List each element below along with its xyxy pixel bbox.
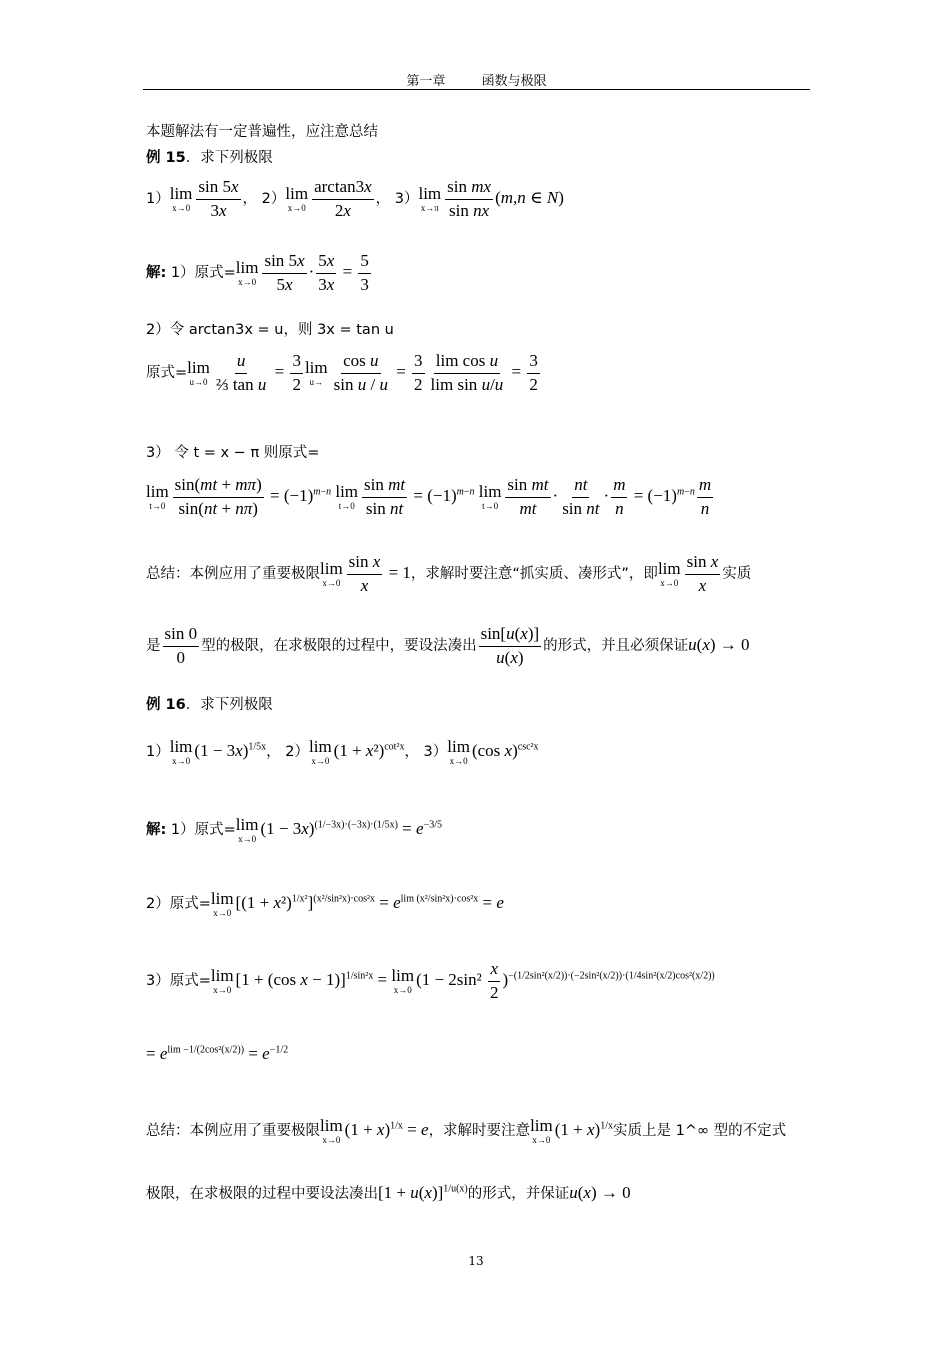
header-rule bbox=[143, 89, 810, 90]
summary-text: ，求解时要注意“抓实质、凑形式”，即 bbox=[410, 566, 658, 583]
example-16-problems: 1）lim x→0 $(1 - 3x)^{1/5x}$， 2）lim x→0 $(1 + x^2)^{cot^2x}$， 3）lim x→0 (cos x)$^{csc^2x}$ bbox=[146, 737, 539, 766]
summary-text: 总结：本例应用了重要极限 bbox=[146, 1122, 320, 1139]
example-15-heading bbox=[146, 146, 273, 167]
chapter-title: 函数与极限 bbox=[481, 74, 547, 89]
solution-16-2: 2）原式=lim x→0 $[(1 + x^2)^{1/x^2}]^{(x^2/sin^2x)\cdot cos^2x} = e^{lim (x^2/sin^2x)\cdot cos^2x} = e$ bbox=[146, 889, 504, 918]
summary-16-line2: 极限，在求极限的过程中要设法凑出$[1 + u(x)]^{1/u(x)}$的形式，并保证u(x) → 0 bbox=[146, 1183, 631, 1202]
summary-text: 的形式，并且必须保证 bbox=[543, 638, 689, 655]
solution-label: 解: bbox=[146, 265, 167, 282]
summary-text: 的形式，并保证 bbox=[467, 1186, 570, 1202]
example-15-problems: 1）lim x→0 $\frac{\sin 5x}{3x}$ ， 2）lim x→0 $\frac{\arctan 3x}{2x}$ ， 3）lim x→π $\frac{\text{sin mx}}{\text{sin nx}}$ (m,n ∈ N) bbox=[146, 177, 564, 220]
solution-15-3-intro: 3） 令 t = x − π 则原式= bbox=[146, 445, 320, 461]
summary-text: 实质 bbox=[722, 566, 752, 583]
summary-text: 是 bbox=[146, 638, 161, 655]
summary-15-line2: 是 $\frac{\sin 0}{0}$ 型的极限，在求极限的过程中，要设法凑出 $\frac{\sin[u(x)]}{u(x)}$ 的形式，并且必须保证u(x) → 0 bbox=[146, 624, 750, 667]
summary-text: 型的极限，在求极限的过程中，要设法凑出 bbox=[201, 638, 477, 655]
summary-16-line1: 总结：本例应用了重要极限lim x→0 $(1 + x)^{1/x} = e$，求解时要注意lim x→0 $(1 + x)^{1/x}$实质上是 1^∞ 型的不定式 bbox=[146, 1116, 787, 1145]
example-16-heading bbox=[146, 693, 273, 714]
page-number: 13 bbox=[468, 1254, 484, 1268]
page-header bbox=[143, 70, 810, 89]
solution-15-3: lim t→0 $\frac{\sin(mt + m\pi)}{\sin(nt + n\pi)}$ = $(-1)^{m-n}$ lim t→0 $\frac{\text{sin mt}}{\text{sin nt}}$ = $(-1)^{m-n}$ lim t→0 $\frac{\text{sin mt}}{mt}$ · $\frac{nt}{\text{sin nt}}$ · $\frac{m}{n}$ = $(-1)^{m-n}$ $\frac{m}{n}$ bbox=[146, 475, 712, 518]
solution-16-3-result: = $e^{lim -1/(2cos^2(x/2))} = e^{-1/2}$ bbox=[146, 1044, 289, 1063]
solution-16-3: 3）原式=lim x→0 [1 + (cos x − 1)]$^{1/sin^2x}$ = lim x→0 (1 − 2sin² $\frac{x}{2}$ )$^{-(1/2sin^2(x/2))\cdot(-2sin^2(x/2))\cdot(1/4sin^2(x/2)cos^2(x/2))}$ bbox=[146, 959, 715, 1002]
solution-15-2-intro: 2）令 arctan3x = u，则 3x = tan u bbox=[146, 322, 394, 338]
solution-label: 解: bbox=[146, 821, 167, 838]
example-16-text: ．求下列极限 bbox=[185, 697, 273, 713]
note-line: 本题解法有一定普遍性，应注意总结 bbox=[146, 124, 378, 140]
example-16-label: 例 16 bbox=[146, 697, 186, 713]
solution-15-2: 原式=lim u→0 $\frac{u}{\text{⅔ tan u}}$ = $\frac{3}{2}$ lim u→ $\frac{\text{cos u}}{\text{sin u / u}}$ = $\frac{3}{2}$ $\frac{\text{lim cos u}}{\text{lim sin u/u}}$ = $\frac{3}{2}$ bbox=[146, 351, 538, 394]
chapter-label: 第一章 bbox=[406, 74, 446, 89]
summary-text: 实质上是 1^∞ 型的不定式 bbox=[612, 1122, 787, 1139]
summary-15-line1: 总结：本例应用了重要极限lim x→0 $\frac{\text{sin x}}{x}$ = 1，求解时要注意“抓实质、凑形式”，即lim x→0 $\frac{\text{sin x}}{x}$ 实质 bbox=[146, 552, 752, 595]
solution-15-1: 解: 1）原式=lim x→0 $\frac{\sin 5x}{5x}$ · $\frac{5x}{3x}$ = $\frac{5}{3}$ bbox=[146, 251, 369, 294]
summary-text: ，求解时要注意 bbox=[428, 1122, 531, 1139]
example-15-text: ．求下列极限 bbox=[185, 150, 273, 166]
example-15-label: 例 15 bbox=[146, 150, 186, 166]
summary-text: 总结：本例应用了重要极限 bbox=[146, 566, 320, 583]
summary-text: 极限，在求极限的过程中要设法凑出 bbox=[146, 1186, 378, 1202]
solution-16-1: 解: 1）原式=lim x→0 $(1 - 3x)^{(1/-3x)\cdot(-3x)\cdot(1/5x)} = e^{-3/5}$ bbox=[146, 815, 442, 844]
